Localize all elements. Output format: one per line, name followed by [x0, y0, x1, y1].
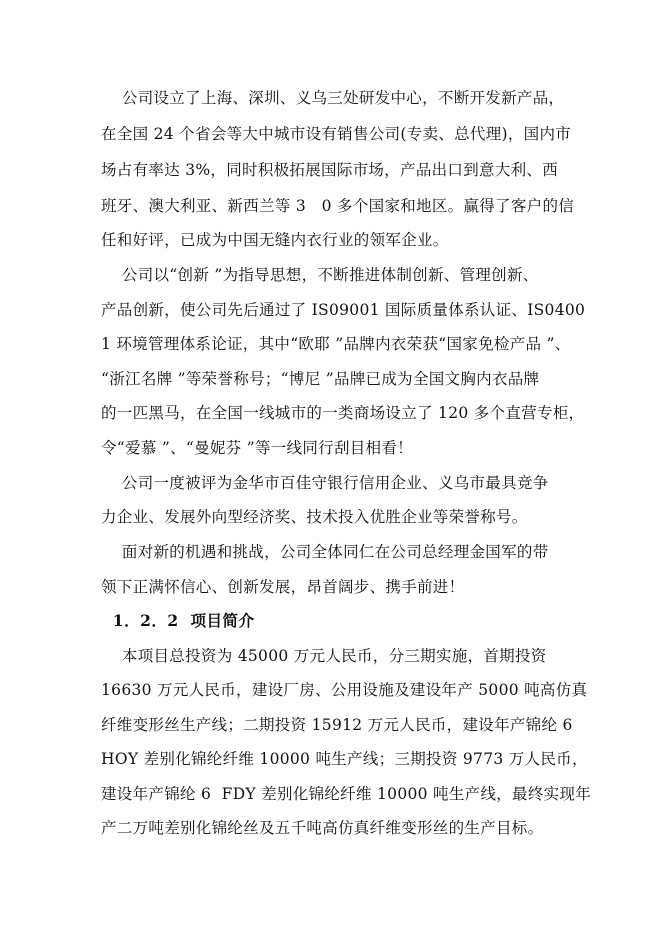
section-heading: 1．2．2 项目简介 [101, 611, 255, 630]
paragraph-line: 力企业、发展外向型经济奖、技术投入优胜企业等荣誉称号。 [101, 508, 528, 526]
paragraph-line: 领下正满怀信心、创新发展，昂首阔步、携手前进！ [101, 578, 465, 596]
paragraph-line: 1 环境管理体系论证，其中“欧耶 ”品牌内衣荣获“国家免检产品 ”、 [101, 335, 571, 353]
paragraph-line: 本项目总投资为 45000 万元人民币，分三期实施，首期投资 [101, 647, 547, 665]
paragraph-line: 任和好评，已成为中国无缝内衣行业的领军企业。 [101, 231, 449, 249]
paragraph-line: 公司设立了上海、深圳、义乌三处研发中心，不断开发新产品， [101, 89, 565, 107]
paragraph-line: 场占有率达 3%，同时积极拓展国际市场，产品出口到意大利、西 [101, 161, 559, 179]
paragraph-line: 公司以“创新 ”为指导思想，不断推进体制创新、管理创新、 [101, 266, 539, 284]
paragraph-line: HOY 差别化锦纶纤维 10000 吨生产线；三期投资 9773 万人民币， [101, 750, 588, 768]
paragraph-line: 纤维变形丝生产线；二期投资 15912 万元人民币，建设年产锦纶 6 [101, 716, 573, 734]
paragraph-line: 面对新的机遇和挑战，公司全体同仁在公司总经理金国军的带 [101, 543, 549, 561]
paragraph-line: 公司一度被评为金华市百佳守银行信用企业、义乌市最具竞争 [101, 474, 549, 492]
paragraph-line: 班牙、澳大利亚、新西兰等 3 0 多个国家和地区。赢得了客户的信 [101, 197, 575, 215]
paragraph-line: 的一匹黑马，在全国一线城市的一类商场设立了 120 多个直营专柜， [101, 404, 585, 422]
paragraph-line: 在全国 24 个省会等大中城市设有销售公司(专卖、总代理)，国内市 [101, 125, 572, 143]
paragraph-line: 建设年产锦纶 6 FDY 差别化锦纶纤维 10000 吨生产线，最终实现年 [101, 785, 592, 803]
paragraph-line: 产二万吨差别化锦纶丝及五千吨高仿真纤维变形丝的生产目标。 [101, 819, 544, 837]
paragraph-line: 16630 万元人民币，建设厂房、公用设施及建设年产 5000 吨高仿真 [101, 681, 588, 699]
paragraph-line: “浙江名牌 ”等荣誉称号；“博尼 ”品牌已成为全国文胸内衣品牌 [101, 370, 540, 388]
paragraph-line: 产品创新，使公司先后通过了 IS09001 国际质量体系认证、IS0400 [101, 301, 586, 319]
paragraph-line: 令“爱慕 ”、“曼妮芬 ”等一线同行刮目相看！ [101, 439, 413, 457]
